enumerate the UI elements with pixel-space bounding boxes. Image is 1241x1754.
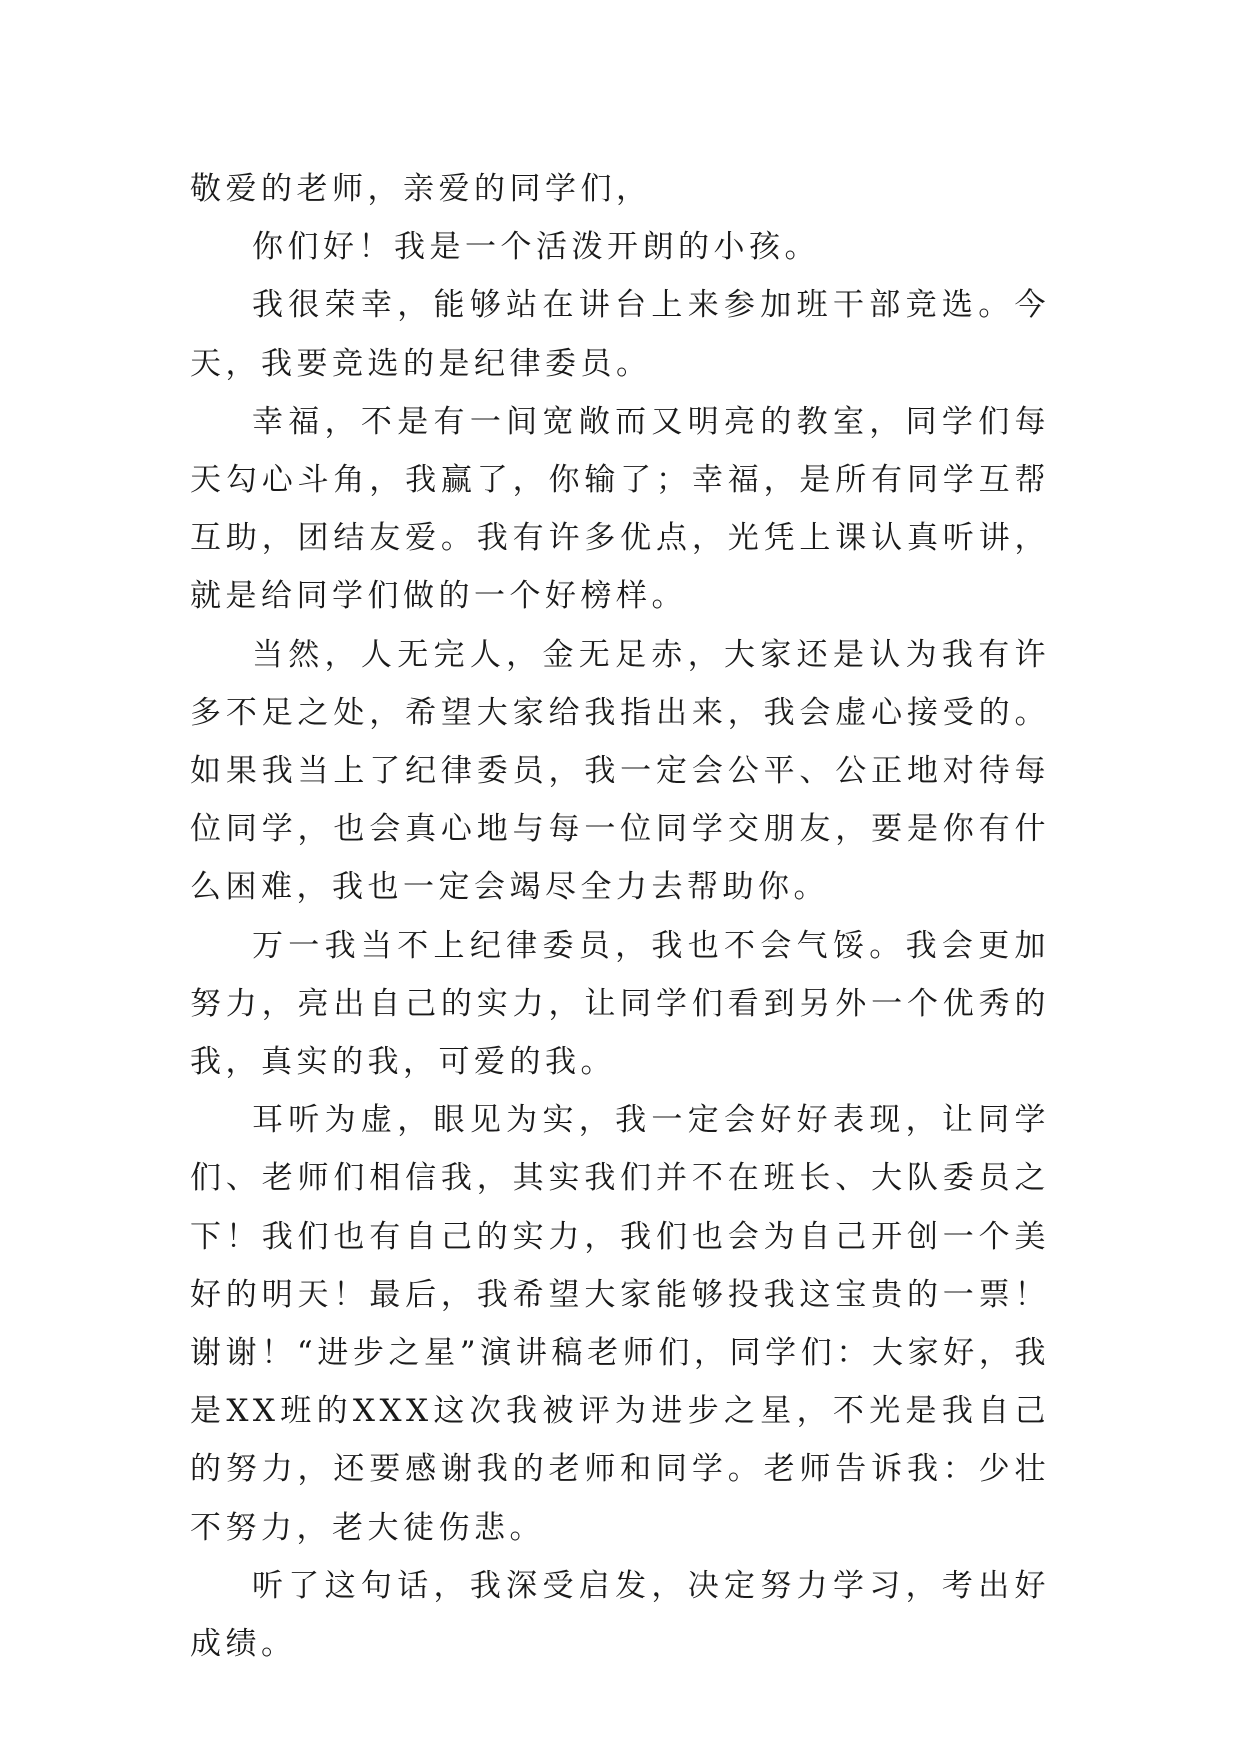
salutation: 敬爱的老师，亲爱的同学们， <box>190 171 652 207</box>
document-body <box>190 160 1050 1673</box>
paragraph-greeting: 你们好！我是一个活泼开朗的小孩。 <box>252 229 820 266</box>
paragraph-final: 听了这句话，我深受启发，决定努力学习，考出好成绩。 <box>190 1567 1050 1663</box>
paragraph-happiness: 幸福，不是有一间宽敞而又明亮的教室，同学们每天勾心斗角，我赢了，你输了；幸福，是所有同学互帮互助，团结友爱。我有许多优点，光凭上课认真听讲，就是给同学们做的一个好榜样。 <box>190 403 1050 615</box>
paragraph-if-not-elected: 万一我当不上纪律委员，我也不会气馁。我会更加努力，亮出自己的实力，让同学们看到另外一个优秀的我，真实的我，可爱的我。 <box>190 927 1050 1081</box>
paragraph-closing: 耳听为虚，眼见为实，我一定会好好表现，让同学们、老师们相信我，其实我们并不在班长、大队委员之下！我们也有自己的实力，我们也会为自己开创一个美好的明天！最后，我希望大家能够投我这宝贵的一票！谢谢！“进步之星”演讲稿老师们，同学们：大家好，我是XX班的XXX这次我被评为进步之星，不光是我自己的努力，还要感谢我的老师和同学。老师告诉我：少壮不努力，老大徒伤悲。 <box>190 1102 1050 1546</box>
paragraph-intro: 我很荣幸，能够站在讲台上来参加班干部竞选。今天，我要竞选的是纪律委员。 <box>190 287 1050 382</box>
paragraph-promise: 当然，人无完人，金无足赤，大家还是认为我有许多不足之处，希望大家给我指出来，我会虚心接受的。如果我当上了纪律委员，我一定会公平、公正地对待每位同学，也会真心地与每一位同学交朋友，要是你有什么困难，我也一定会竭尽全力去帮助你。 <box>190 636 1050 906</box>
